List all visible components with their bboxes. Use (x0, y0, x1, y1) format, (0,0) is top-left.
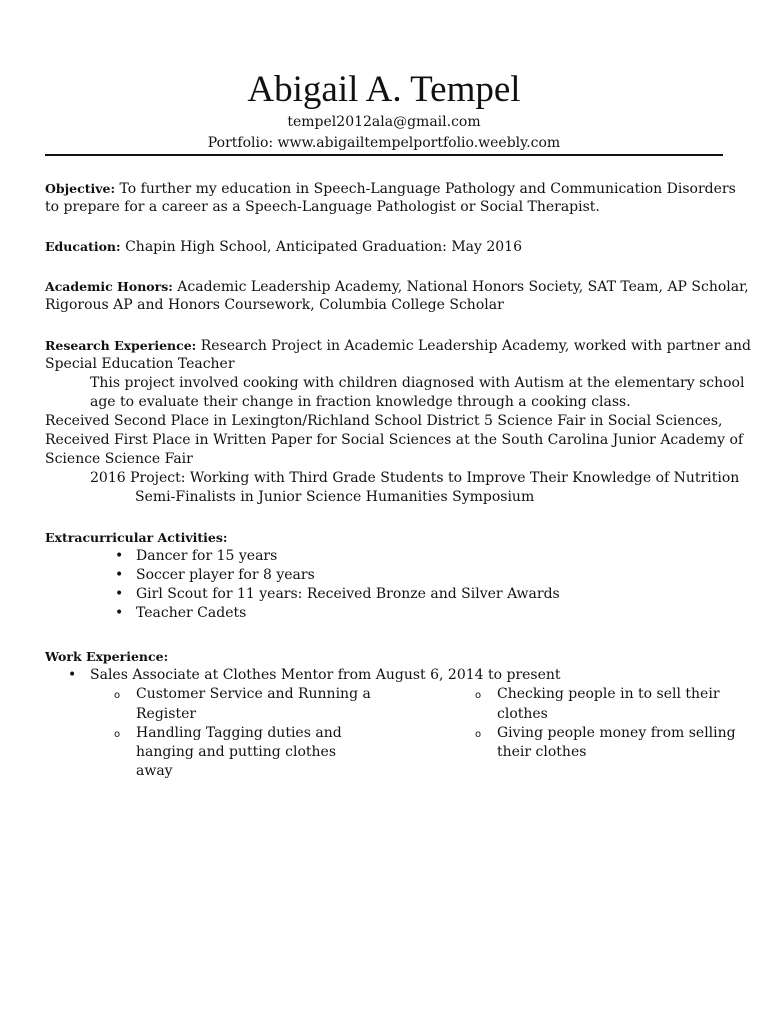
objective-label: Objective: (45, 181, 116, 196)
education-text: Chapin High School, Anticipated Graduation: May 2016 (120, 239, 522, 255)
list-bullet: • (115, 567, 124, 583)
work-job: Sales Associate at Clothes Mentor from August 6, 2014 to present (90, 667, 561, 683)
duty-3-line-2: clothes (497, 706, 548, 722)
duty-1-line-2: Register (136, 706, 197, 722)
sub-bullet: o (475, 729, 482, 740)
honors-line-1 (45, 277, 749, 297)
duty-2-line-2: hanging and putting clothes (136, 744, 337, 760)
list-item: Dancer for 15 years (136, 548, 278, 564)
list-item: Soccer player for 8 years (136, 567, 315, 583)
objective-line-2: to prepare for a career as a Speech-Language Pathologist or Social Therapist. (45, 199, 600, 215)
duty-2-line-3: away (136, 763, 173, 779)
duty-3-line-1: Checking people in to sell their (497, 686, 720, 702)
research-line-3: This project involved cooking with children diagnosed with Autism at the elementary school (90, 375, 745, 391)
objective-line-1 (45, 179, 736, 199)
contact-email: tempel2012ala@gmail.com (287, 114, 481, 130)
resume-name: Abigail A. Tempel (247, 69, 521, 110)
sub-bullet: o (114, 729, 121, 740)
duty-4-line-1: Giving people money from selling (497, 725, 736, 741)
header-divider (45, 154, 723, 156)
education-line (45, 237, 522, 257)
sub-bullet: o (475, 690, 482, 701)
research-line-7: Science Science Fair (45, 451, 193, 467)
honors-text: Academic Leadership Academy, National Honors Society, SAT Team, AP Scholar, (172, 279, 749, 295)
work-label: Work Experience: (45, 649, 169, 664)
duty-4-line-2: their clothes (497, 744, 587, 760)
duty-2-line-1: Handling Tagging duties and (136, 725, 342, 741)
duty-1-line-1: Customer Service and Running a (136, 686, 371, 702)
list-bullet: • (68, 667, 77, 683)
research-line-1 (45, 336, 751, 356)
list-item: Girl Scout for 11 years: Received Bronze and Silver Awards (136, 586, 560, 602)
honors-line-2: Rigorous AP and Honors Coursework, Columbia College Scholar (45, 297, 504, 313)
objective-text: To further my education in Speech-Language Pathology and Communication Disorders (115, 181, 736, 197)
extracurricular-label: Extracurricular Activities: (45, 530, 228, 545)
research-line-5: Received Second Place in Lexington/Richland School District 5 Science Fair in Social Sciences, (45, 413, 723, 429)
list-bullet: • (115, 586, 124, 602)
research-line-8: 2016 Project: Working with Third Grade Students to Improve Their Knowledge of Nutrition (90, 470, 740, 486)
list-bullet: • (115, 605, 124, 621)
list-bullet: • (115, 548, 124, 564)
research-label: Research Experience: (45, 338, 197, 353)
honors-label: Academic Honors: (45, 279, 173, 294)
education-label: Education: (45, 239, 121, 254)
research-line-6: Received First Place in Written Paper for Social Sciences at the South Carolina Junior Academy of (45, 432, 744, 448)
research-text: Research Project in Academic Leadership Academy, worked with partner and (196, 338, 751, 354)
list-item: Teacher Cadets (136, 605, 247, 621)
research-line-4: age to evaluate their change in fraction knowledge through a cooking class. (90, 394, 631, 410)
research-line-2: Special Education Teacher (45, 356, 235, 372)
sub-bullet: o (114, 690, 121, 701)
research-line-9: Semi-Finalists in Junior Science Humanities Symposium (135, 489, 535, 505)
contact-portfolio: Portfolio: www.abigailtempelportfolio.weebly.com (207, 135, 561, 151)
